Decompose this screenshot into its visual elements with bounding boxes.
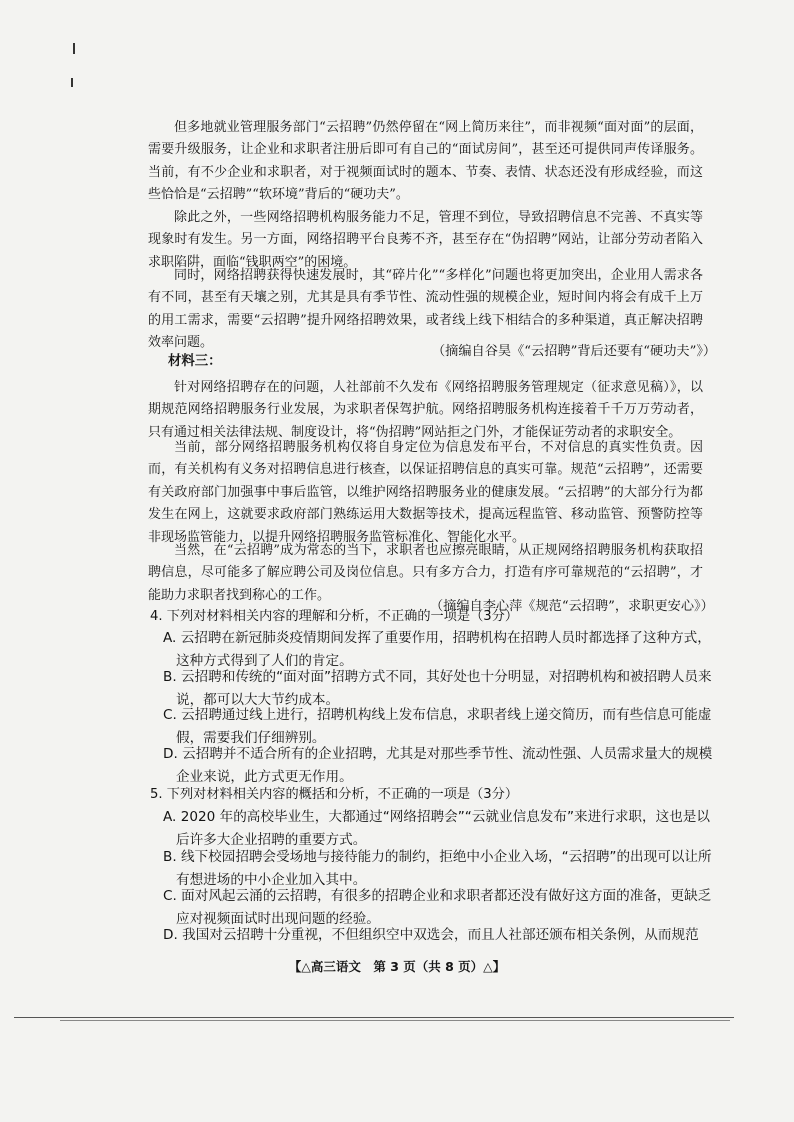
question-4-option-d: D. 云招聘并不适合所有的企业招聘，尤其是对那些季节性、流动性强、人员需求量大的规模企业来说，此方式更无作用。 [163, 746, 713, 785]
question-5-option-d: D. 我国对云招聘十分重视，不但组织空中双选会，而且人社部还颁布相关条例，从而规范 [163, 927, 699, 943]
bottom-divider-shadow [60, 1020, 730, 1021]
question-5-option-b: B. 线下校园招聘会受场地与接待能力的制约，拒绝中小企业入场，“云招聘”的出现可以让所有想进场的中小企业加入其中。 [163, 849, 712, 888]
question-4-option-a: A. 云招聘在新冠肺炎疫情期间发挥了重要作用，招聘机构在招聘人员时都选择了这种方式，这种方式得到了人们的肯定。 [163, 630, 711, 669]
material2-source: （摘编自谷昊《“云招聘”背后还要有“硬功夫”》） [432, 344, 717, 359]
material3-paragraph-1: 针对网络招聘存在的问题，人社部前不久发布《网络招聘服务管理规定（征求意见稿）》，以期规范网络招聘服务行业发展，为求职者保驾护航。网络招聘服务机构连接着千千万万劳动者，只有通过相关法律法规、制度设计，将“伪招聘”网站拒之门外，才能保证劳动者的求职安全。 [148, 380, 703, 440]
material3-heading: 材料三： [168, 353, 222, 369]
material3-source: （摘编自李心萍《规范“云招聘”，求职更安心》） [430, 599, 714, 614]
question-5-option-c: C. 面对风起云涌的云招聘，有很多的招聘企业和求职者都还没有做好这方面的准备，更缺乏应对视频面试时出现问题的经验。 [163, 888, 712, 927]
margin-mark [73, 43, 75, 54]
question-5-option-a: A. 2020 年的高校毕业生，大都通过“网络招聘会”“云就业信息发布”来进行求职，这也是以后许多大企业招聘的重要方式。 [163, 809, 710, 848]
question-4-stem: 4. 下列对材料相关内容的理解和分析，不正确的一项是（3分） [150, 609, 519, 624]
bottom-divider [14, 1017, 734, 1018]
material3-paragraph-3: 当然，在“云招聘”成为常态的当下，求职者也应擦亮眼睛，从正规网络招聘服务机构获取招聘信息，尽可能多了解应聘公司及岗位信息。只有多方合力，打造有序可靠规范的“云招聘”，才能助力求职者找到称心的工作。 [148, 543, 703, 603]
material2-paragraph-1: 但多地就业管理服务部门“云招聘”仍然停留在“网上简历来往”，而非视频“面对面”的层面，需要升级服务，让企业和求职者注册后即可有自己的“面试房间”，甚至还可提供同声传译服务。当前，有不少企业和求职者，对于视频面试时的题本、节奏、表情、状态还没有形成经验，而这些恰恰是“云招聘”“软环境”背后的“硬功夫”。 [148, 120, 703, 203]
page-footer: 【△高三语文 第 3 页（共 8 页）△】 [288, 959, 506, 974]
material3-paragraph-2: 当前，部分网络招聘服务机构仅将自身定位为信息发布平台，不对信息的真实性负责。因而，有关机构有义务对招聘信息进行核查，以保证招聘信息的真实可靠。规范“云招聘”，还需要有关政府部门加强事中事后监管，以维护网络招聘服务业的健康发展。“云招聘”的大部分行为都发生在网上，这就要求政府部门熟练运用大数据等技术，提高远程监管、移动监管、预警防控等非现场监管能力，以提升网络招聘服务监管标准化、智能化水平。 [148, 440, 703, 545]
question-4-option-b: B. 云招聘和传统的“面对面”招聘方式不同，其好处也十分明显，对招聘机构和被招聘人员来说，都可以大大节约成本。 [163, 669, 712, 708]
material2-paragraph-3: 同时，网络招聘获得快速发展时，其“碎片化”“多样化”问题也将更加突出，企业用人需求各有不同，甚至有天壤之别，尤其是具有季节性、流动性强的规模企业，短时间内将会有成千上万的用工需求，需要“云招聘”提升网络招聘效果，或者线上线下相结合的多种渠道，真正解决招聘效率问题。 [148, 268, 703, 351]
question-5-stem: 5. 下列对材料相关内容的概括和分析，不正确的一项是（3分） [150, 787, 519, 802]
margin-mark [71, 78, 73, 87]
material2-paragraph-2: 除此之外，一些网络招聘机构服务能力不足，管理不到位，导致招聘信息不完善、不真实等现象时有发生。另一方面，网络招聘平台良莠不齐，甚至存在“伪招聘”网站，让部分劳动者陷入求职陷阱，面临“钱职两空”的困境。 [148, 210, 703, 270]
question-4-option-c: C. 云招聘通过线上进行，招聘机构线上发布信息，求职者线上递交简历，而有些信息可能虚假，需要我们仔细辨别。 [163, 707, 712, 746]
